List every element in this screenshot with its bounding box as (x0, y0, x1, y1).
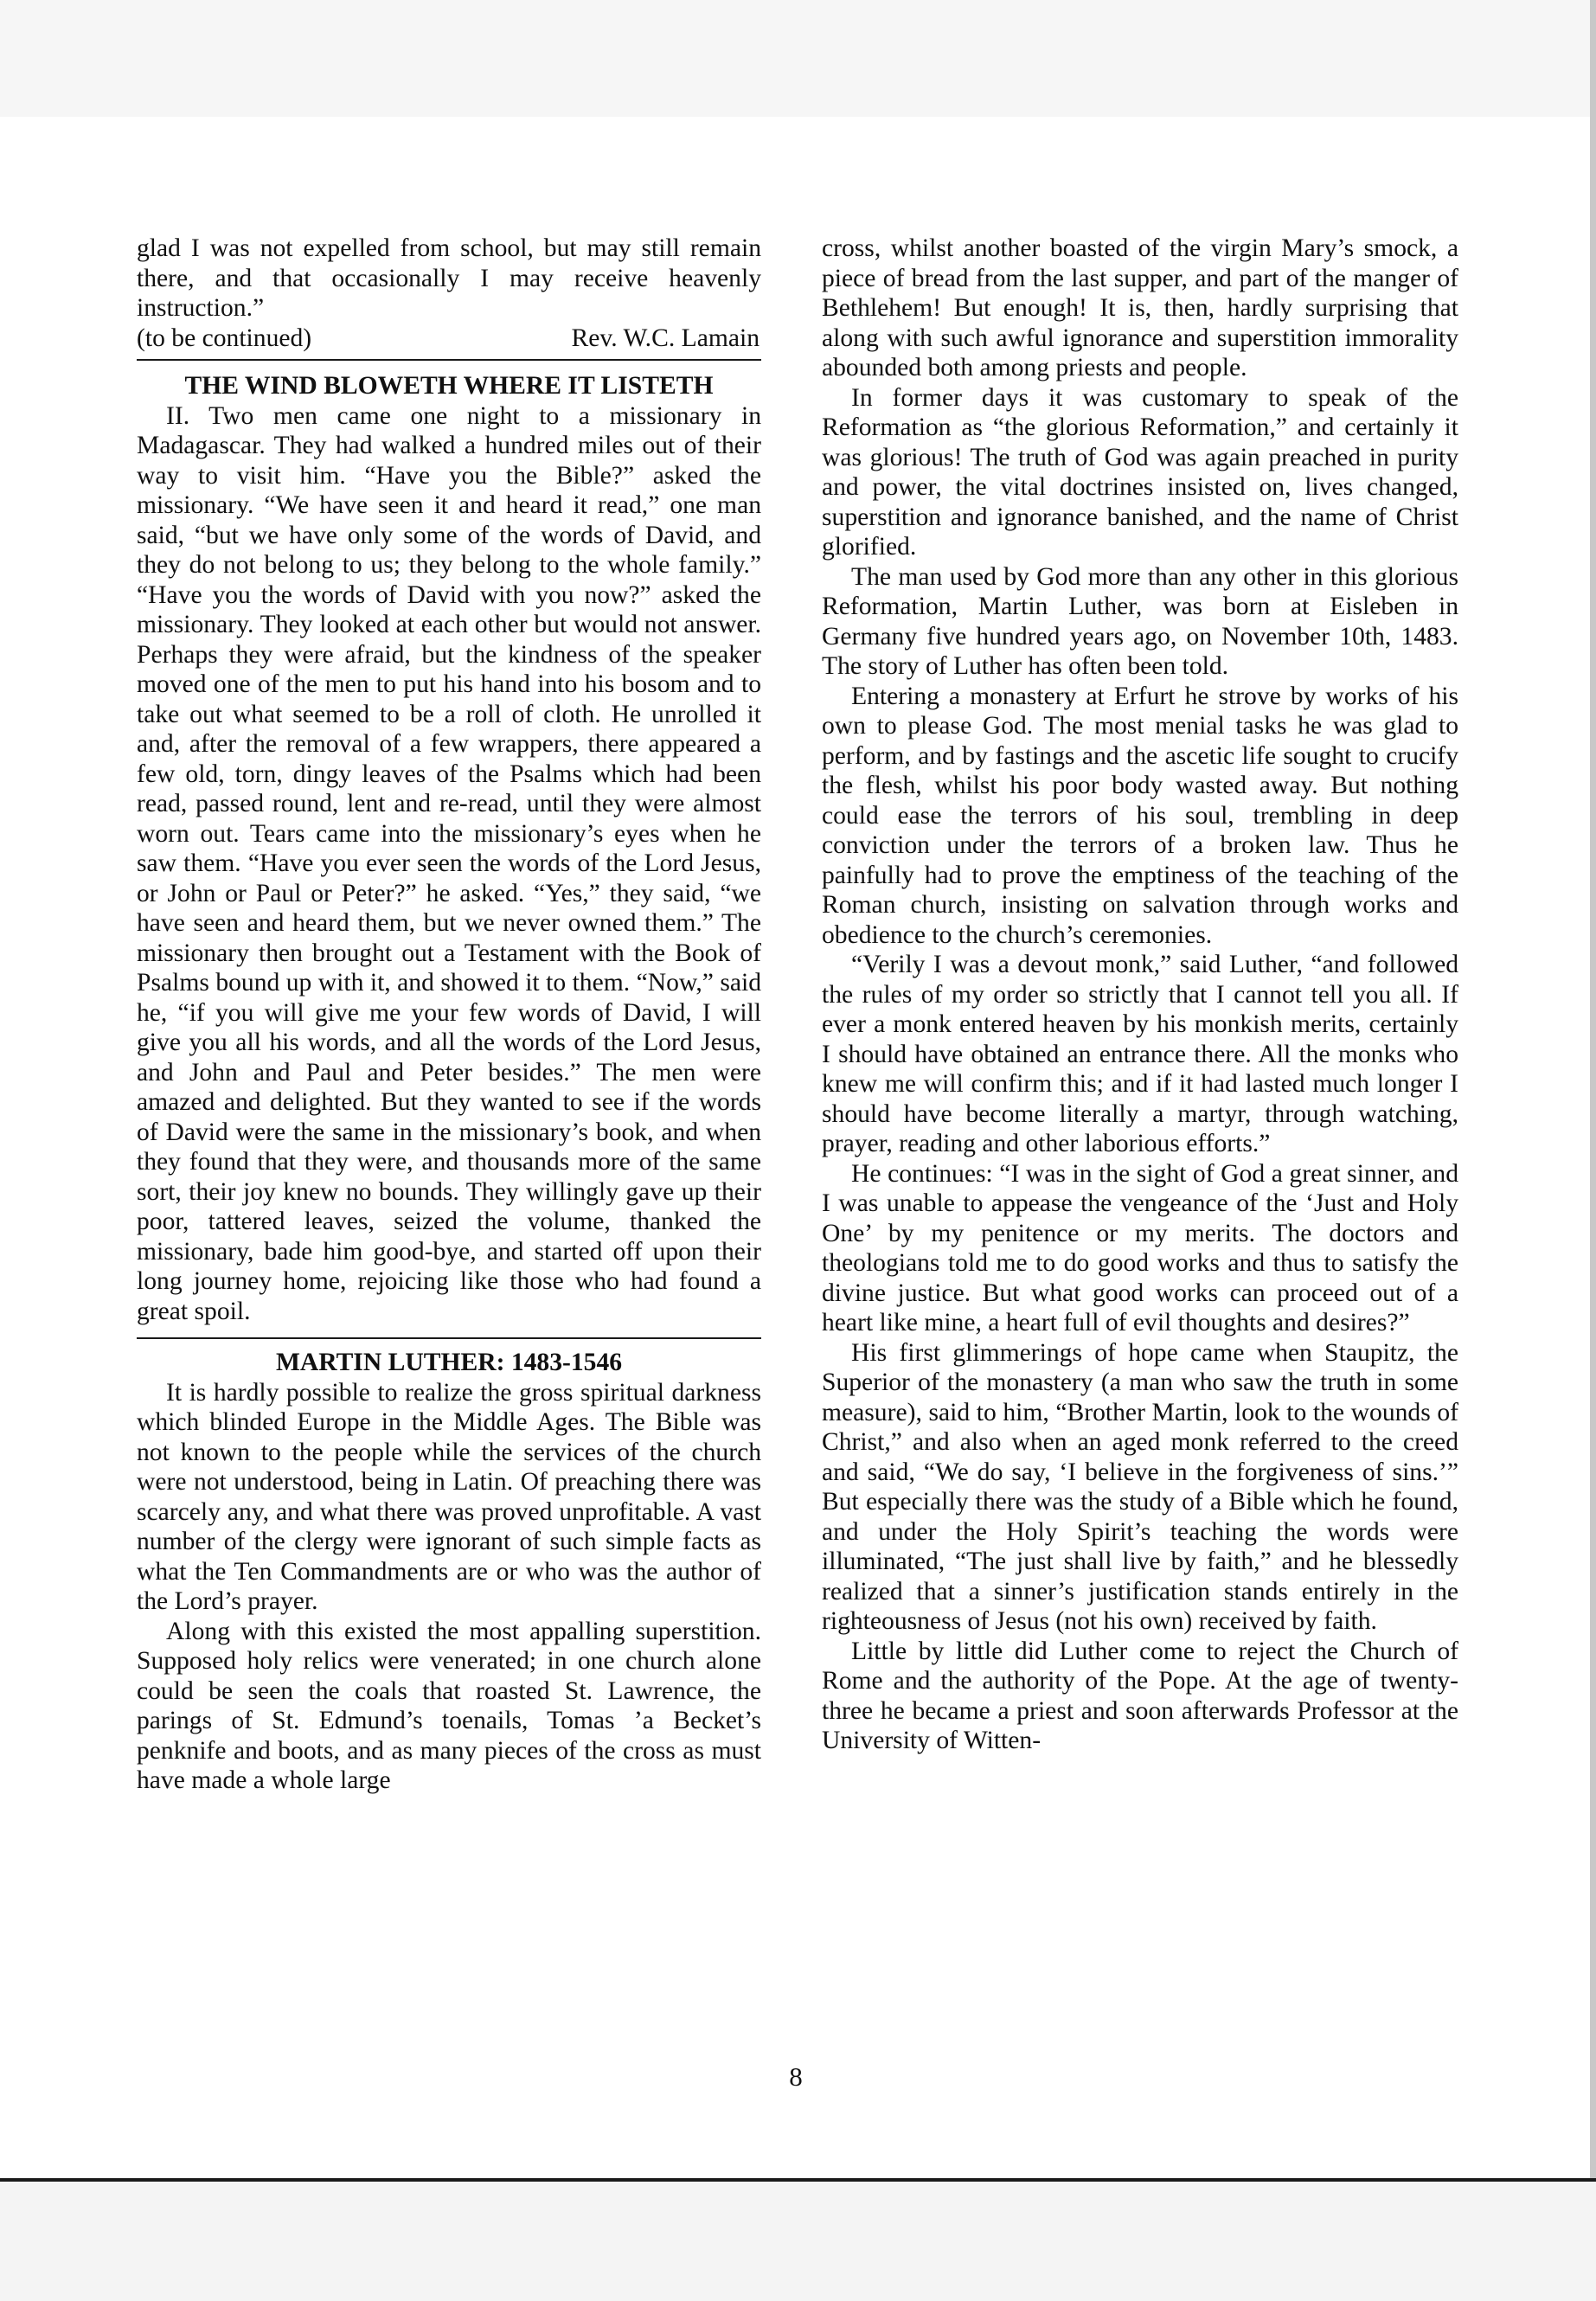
scan-top-margin (0, 0, 1596, 117)
signature-row (137, 324, 761, 362)
luther-paragraph: His first glimmerings of hope came when Staupitz, the Superior of the monastery (a man who saw the truth in some measure), said to him, “Brother Martin, look to the wounds of Christ,” and also when an aged monk referred to the creed and said, “We do say, ‘I believe in the forgiveness of sins.’” But especially there was the study of a Bible which he found, and under the Holy Spirit’s teaching the words were illuminated, “The just shall live by faith,” and he blessedly realized that a sinner’s justification stands entirely in the righteousness of Jesus (not his own) received by faith. (822, 1338, 1458, 1635)
wind-story-paragraph: II. Two men came one night to a missionary in Madagascar. They had walked a hundred miles out of their way to visit him. “Have you the Bible?” asked the missionary. “We have seen it and heard it read,” one man said, “but we have only some of the words of David, and they do not belong to us; they belong to the whole family.” “Have you the words of David with you now?” asked the missionary. They looked at each other but would not answer. Perhaps they were afraid, but the kindness of the speaker moved one of the men to put his hand into his bosom and to take out what seemed to be a roll of cloth. He unrolled it and, after the removal of a few wrappers, there appeared a few old, torn, dingy leaves of the Psalms which had been read, passed round, lent and re-read, until they were almost worn out. Tears came into the missionary’s eyes when he saw them. “Have you ever seen the words of the Lord Jesus, or John or Paul or Peter?” he asked. “Yes,” they said, “we have seen and heard them, but we never owned them.” The missionary then brought out a Testament with the Book of Psalms bound up with it, and showed it to them. “Now,” said he, “if you will give me your few words of David, I will give you all his words, and all the words of the Lord Jesus, and John and Paul and Peter besides.” The men were amazed and delighted. But they wanted to see if the words of David were the same in the missionary’s book, and when they found that they were, and thousands more of the same sort, their joy knew no bounds. They willingly gave up their poor, tattered leaves, seized the volume, thanked the missionary, bade him good-bye, and started off upon their long journey home, rejoicing like those who had found a great spoil. (137, 401, 761, 1325)
luther-paragraph: The man used by God more than any other in this glorious Reformation, Martin Luther, was born at Eisleben in Germany five hundred years ago, on November 10th, 1483. The story of Luther has often been told. (822, 562, 1458, 680)
luther-paragraph: “Verily I was a devout monk,” said Luther, “and followed the rules of my order so strictly that I cannot tell you all. If ever a monk entered heaven by his monkish merits, certainly I should have obtained an entrance there. All the monks who knew me will confirm this; and if it had lasted much longer I should have become literally a martyr, through watching, prayer, reading and other laborious efforts.” (822, 951, 1458, 1157)
right-column (822, 234, 1458, 1756)
luther-paragraph: Along with this existed the most appalling superstition. Supposed holy relics were venerated; in one church alone could be seen the coals that roasted St. Lawrence, the parings of St. Edmund’s toenails, Tomas ’a Becket’s penknife and boots, and as many pieces of the cross as must have made a whole large (137, 1617, 761, 1794)
page-number: 8 (789, 2061, 803, 2092)
author-signature: Rev. W.C. Lamain (571, 324, 760, 352)
left-column (137, 234, 761, 1796)
scan-right-edge (1590, 0, 1596, 2178)
luther-paragraph: In former days it was customary to speak of the Reformation as “the glorious Reformation,” and certainly it was glorious! The truth of God was again preached in purity and power, the vital doctrines insisted on, lives changed, superstition and ignorance banished, and the name of Christ glorified. (822, 383, 1458, 561)
section-heading-luther: MARTIN LUTHER: 1483-1546 (275, 1349, 623, 1376)
luther-paragraph: Entering a monastery at Erfurt he strove by works of his own to please God. The most menial tasks he was glad to perform, and by fastings and the ascetic life sought to crucify the flesh, whilst his poor body wasted away. But nothing could ease the terrors of his soul, trembling in deep conviction under the terrors of a broken law. Thus he painfully had to prove the emptiness of the teaching of the Roman church, insisting on salvation through works and obedience to the church’s ceremonies. (822, 682, 1458, 949)
section-heading-wind: THE WIND BLOWETH WHERE IT LISTETH (184, 372, 714, 400)
section-divider (137, 1337, 761, 1339)
continued-paragraph: glad I was not expelled from school, but may still remain there, and that occasionally I may receive heavenly instruction.” (137, 234, 761, 322)
luther-paragraph: Little by little did Luther come to reject the Church of Rome and the authority of the Pope. At the age of twenty-three he became a priest and soon afterwards Professor at the University of Witten- (822, 1637, 1458, 1754)
scan-bottom-margin (0, 2182, 1596, 2301)
luther-paragraph: It is hardly possible to realize the gross spiritual darkness which blinded Europe in the Middle Ages. The Bible was not known to the people while the services of the church were not understood, being in Latin. Of preaching there was scarcely any, and what there was proved unprofitable. A vast number of the clergy were ignorant of such simple facts as what the Ten Commandments are or who was the author of the Lord’s prayer. (137, 1378, 761, 1615)
to-be-continued-note: (to be continued) (137, 324, 312, 352)
luther-paragraph: He continues: “I was in the sight of God a great sinner, and I was unable to appease the vengeance of the ‘Just and Holy One’ by my penitence or my merits. The doctors and theologians told me to do good works and thus to satisfy the divine justice. But what good works can proceed out of a heart like mine, a heart full of evil thoughts and desires?” (822, 1159, 1458, 1336)
continued-paragraph: cross, whilst another boasted of the virgin Mary’s smock, a piece of bread from the last supper, and part of the manger of Bethlehem! But enough! It is, then, hardly surprising that along with such awful ignorance and superstition immorality abounded both among priests and people. (822, 234, 1458, 381)
